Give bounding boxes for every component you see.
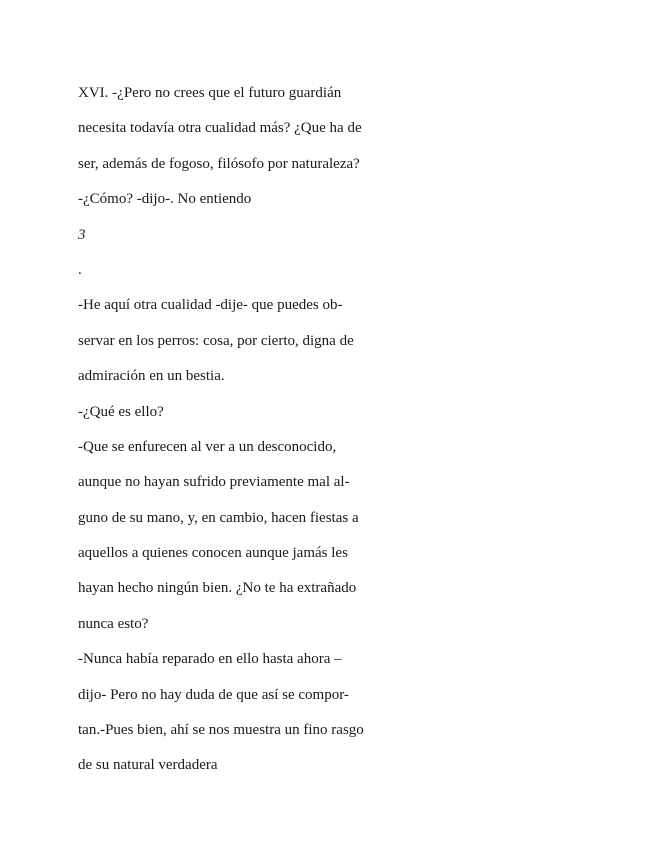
text-line: -Que se enfurecen al ver a un desconocido, [78,438,337,455]
text-line: -¿Qué es ello? [78,403,164,420]
text-line: . [78,261,82,278]
text-line: aquellos a quienes conocen aunque jamás les [78,545,348,562]
text-line: de su natural verdadera [78,757,218,774]
text-line: guno de su mano, y, en cambio, hacen fiestas a [78,509,359,526]
document-body [78,76,398,784]
text-line: hayan hecho ningún bien. ¿No te ha extrañado [78,580,357,597]
text-line: -¿Cómo? -dijo-. No entiendo [78,191,252,208]
text-line: ser, además de fogoso, filósofo por naturaleza? [78,155,360,172]
text-line: servar en los perros: cosa, por cierto, digna de [78,332,354,349]
text-line: nunca esto? [78,615,149,632]
text-line: necesita todavía otra cualidad más? ¿Que ha de [78,120,362,137]
text-line: admiración en un bestia. [78,368,225,385]
text-line: aunque no hayan sufrido previamente mal al- [78,474,350,491]
text-line: XVI. -¿Pero no crees que el futuro guardián [78,85,342,101]
text-line: -Nunca había reparado en ello hasta ahora – [78,651,342,668]
text-line: dijo- Pero no hay duda de que así se compor- [78,686,349,703]
text-line: tan.-Pues bien, ahí se nos muestra un fino rasgo [78,722,364,739]
footnote-marker: 3 [78,226,86,243]
text-line: -He aquí otra cualidad -dije- que puedes ob- [78,297,343,314]
